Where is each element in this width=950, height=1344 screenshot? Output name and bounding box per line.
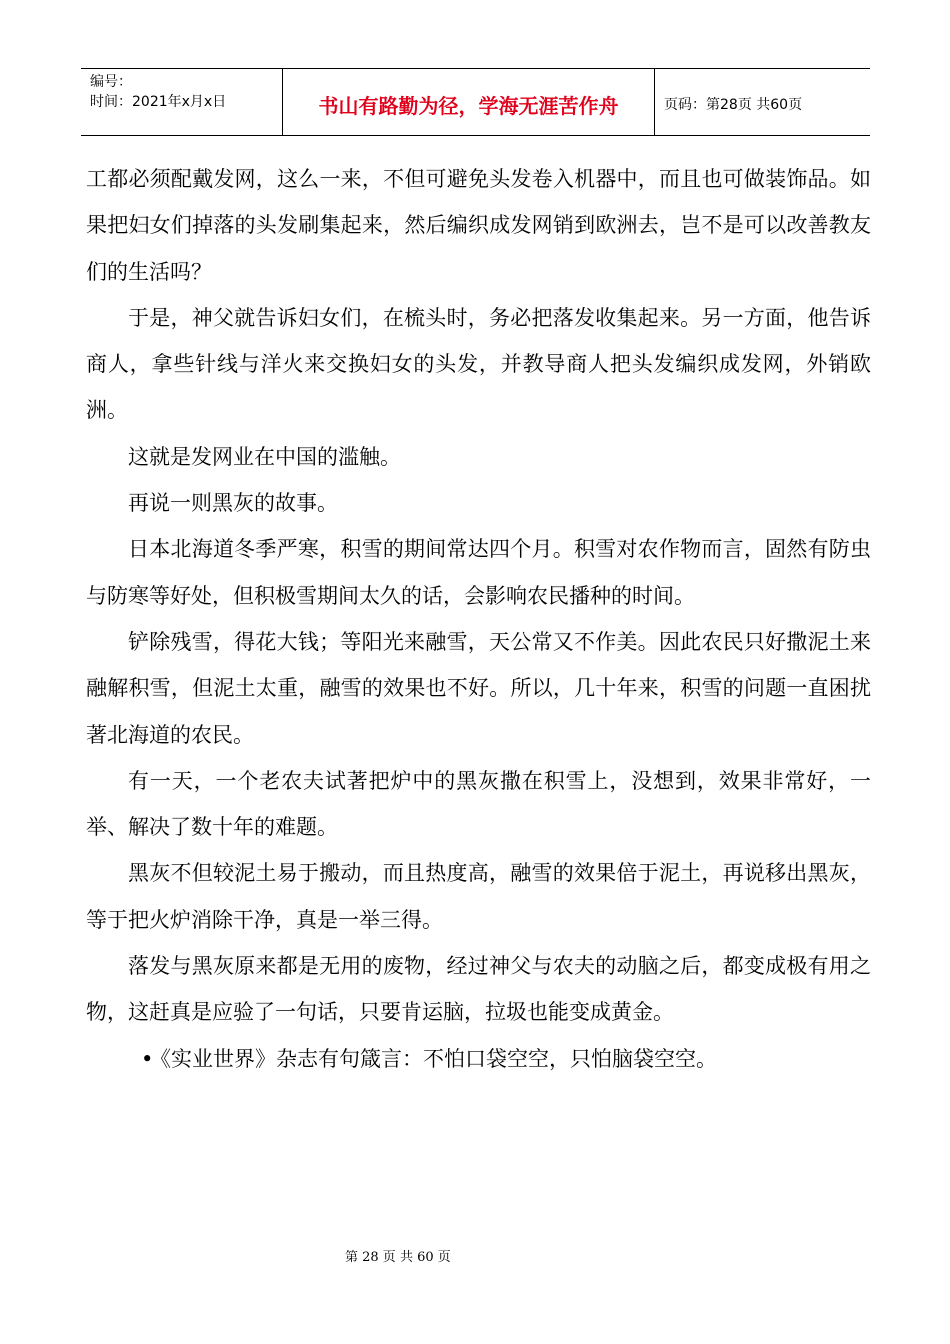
paragraph: 日本北海道冬季严寒，积雪的期间常达四个月。积雪对农作物而言，固然有防虫与防寒等好处，但积极雪期间太久的话，会影响农民播种的时间。 <box>86 537 871 608</box>
paragraph: 工都必须配戴发网，这么一来，不但可避免头发卷入机器中，而且也可做装饰品。如果把妇女们掉落的头发刷集起来，然后编织成发网销到欧洲去，岂不是可以改善教友们的生活吗？ <box>86 167 871 284</box>
bullet-item <box>86 1036 871 1082</box>
paragraph: 于是，神父就告诉妇女们，在梳头时，务必把落发收集起来。另一方面，他告诉商人，拿些针线与洋火来交换妇女的头发，并教导商人把头发编织成发网，外销欧洲。 <box>86 305 871 423</box>
footer-page-number: 第 28 页 共 60 页 <box>345 1250 451 1265</box>
page-header <box>81 68 870 136</box>
paragraph: 黑灰不但较泥土易于搬动，而且热度高，融雪的效果倍于泥土，再说移出黑灰，等于把火炉消除干净，真是一举三得。 <box>86 861 871 932</box>
header-page-info <box>655 69 870 135</box>
doc-date-label: 时间：2021年x月x日 <box>90 94 227 110</box>
page-count-label: 页码：第28页 共60页 <box>664 97 803 113</box>
paragraph: 铲除残雪，得花大钱；等阳光来融雪，天公常又不作美。因此农民只好撒泥土来融解积雪，但泥土太重，融雪的效果也不好。所以，几十年来，积雪的问题一直困扰著北海道的农民。 <box>86 629 871 747</box>
document-body <box>86 156 871 1082</box>
paragraph: 再说一则黑灰的故事。 <box>128 491 338 516</box>
page-footer <box>0 1246 950 1265</box>
motto-text: 书山有路勤为径，学海无涯苦作舟 <box>318 93 619 118</box>
header-motto <box>283 69 655 135</box>
bullet-icon: • <box>141 1046 154 1071</box>
bullet-text: 《实业世界》杂志有句箴言：不怕口袋空空，只怕脑袋空空。 <box>150 1046 717 1071</box>
header-meta <box>81 69 283 135</box>
paragraph: 有一天，一个老农夫试著把炉中的黑灰撒在积雪上，没想到，效果非常好，一举、解决了数十年的难题。 <box>86 768 871 840</box>
paragraph: 这就是发网业在中国的滥触。 <box>128 444 401 469</box>
doc-number-label: 编号： <box>90 74 132 90</box>
paragraph: 落发与黑灰原来都是无用的废物，经过神父与农夫的动脑之后，都变成极有用之物，这赶真是应验了一句话，只要肯运脑，拉圾也能变成黄金。 <box>86 954 871 1025</box>
